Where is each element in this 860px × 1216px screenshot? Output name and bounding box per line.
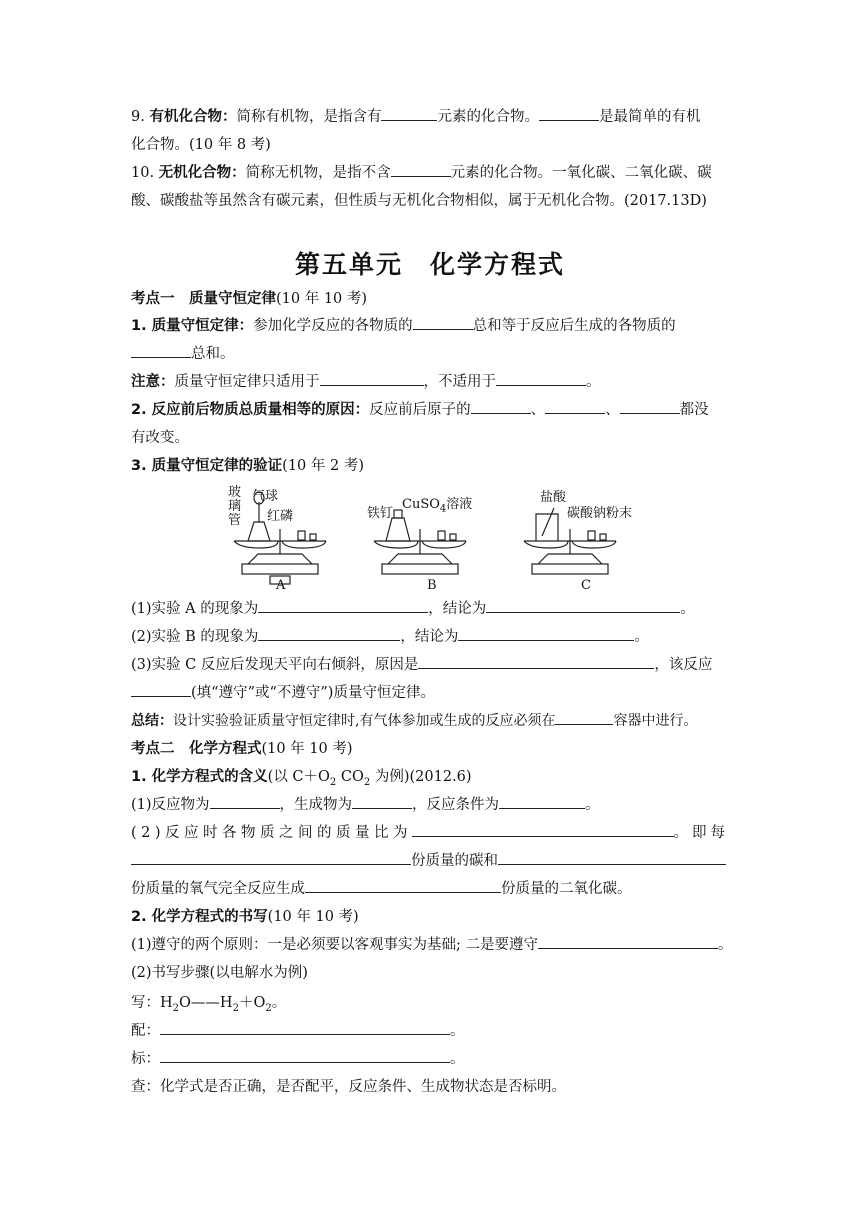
text: 元素的化合物。 [437, 109, 539, 125]
text: 2 [232, 1002, 239, 1014]
blank[interactable] [471, 399, 531, 414]
label-cuso4-solution [402, 493, 472, 515]
blank[interactable] [320, 371, 424, 386]
term-label: 总结： [131, 713, 173, 729]
text: CO [336, 769, 364, 785]
blank[interactable] [538, 934, 718, 949]
text: 反应前后原子的 [369, 402, 471, 418]
text: (1)反应物为 [131, 797, 210, 813]
kp2-heading [131, 738, 353, 760]
text: H [160, 995, 173, 1011]
q1-line [131, 598, 695, 620]
q3-line1 [131, 654, 712, 676]
q2-line [131, 626, 649, 648]
blank[interactable] [499, 794, 585, 809]
text: ，结论为 [400, 629, 459, 645]
text: (2)实验 B 的现象为 [131, 629, 259, 645]
text: CuSO [402, 497, 440, 512]
section-label: 考点二 化学方程式 [131, 741, 262, 757]
label-balloon: 气球 [252, 489, 279, 504]
blank[interactable] [555, 710, 613, 725]
blank[interactable] [539, 106, 599, 121]
item9-line1 [131, 106, 700, 128]
text: 。 [450, 1023, 465, 1039]
text: 璃 [228, 499, 242, 514]
text: 2 [363, 776, 371, 788]
e2a-line [131, 934, 733, 956]
term-label: 1. 化学方程式的含义 [131, 769, 268, 785]
e1a-line [131, 794, 600, 816]
p2-line2 [131, 427, 189, 449]
e2b-line [131, 962, 308, 984]
text: 化合物。(10 年 8 考) [131, 137, 271, 153]
note-line [131, 371, 601, 393]
label-hydrochloric-acid: 盐酸 [540, 490, 567, 505]
item10-line2 [131, 190, 707, 212]
blank[interactable] [412, 822, 673, 837]
label-sodium-carbonate: 碳酸钠粉末 [567, 506, 633, 521]
text: 简称无机物，是指不含 [245, 165, 391, 181]
caption-a: A [276, 578, 286, 593]
term-label: 有机化合物： [149, 109, 237, 125]
blank[interactable] [131, 682, 191, 697]
text: (10 年 10 考) [261, 741, 353, 757]
text: ，该反应 [654, 657, 713, 673]
blank[interactable] [391, 162, 451, 177]
e2-heading [131, 906, 359, 928]
text: (10 年 10 考) [276, 291, 368, 307]
text: 元素的化合物。一氧化碳、二氧化碳、碳 [450, 165, 712, 181]
blank[interactable] [458, 626, 634, 641]
blank[interactable] [381, 106, 437, 121]
text: 容器中进行。 [613, 713, 698, 729]
text: 。即每 [673, 825, 729, 841]
text: 酸、碳酸盐等虽然含有碳元素，但性质与无机化合物相似，属于无机化合物。(2017.13D) [131, 193, 707, 209]
text: (3)实验 C 反应后发现天平向右倾斜，原因是 [131, 657, 419, 673]
text: (以 C＋O [267, 769, 330, 785]
p2-line1 [131, 399, 709, 421]
blank[interactable] [305, 878, 501, 893]
text: (10 年 10 考) [267, 909, 359, 925]
step-label: 配： [131, 1023, 160, 1039]
step-label: 标： [131, 1051, 160, 1067]
text: (2)书写步骤(以电解水为例) [131, 965, 308, 981]
text: 份质量的碳和 [411, 853, 498, 869]
unit-title: 第五单元 化学方程式 [294, 250, 565, 279]
balance-step [131, 1020, 465, 1042]
e1b-line2 [131, 850, 726, 872]
blank[interactable] [160, 1020, 450, 1035]
text: 、 [605, 402, 620, 418]
text: 总和等于反应后生成的各物质的 [472, 318, 676, 334]
term-label: 注意： [131, 374, 175, 390]
term-label: 3. 质量守恒定律的验证 [131, 458, 283, 474]
text: 。 [718, 937, 733, 953]
text: 有改变。 [131, 430, 189, 446]
item-number: 9. [131, 109, 150, 125]
text: 设计实验验证质量守恒定律时,有气体参加或生成的反应必须在 [173, 713, 556, 729]
blank[interactable] [545, 399, 605, 414]
text: 份质量的二氧化碳。 [501, 881, 632, 897]
summary-line [131, 710, 697, 732]
text: 简称有机物，是指含有 [236, 109, 382, 125]
kp1-heading [131, 288, 367, 310]
text: 4 [439, 503, 447, 515]
term-label: 1. 质量守恒定律： [131, 318, 254, 334]
caption-c: C [581, 578, 591, 593]
text: (10 年 2 考) [282, 458, 364, 474]
text: 总和。 [191, 346, 235, 362]
text: (1)实验 A 的现象为 [131, 601, 259, 617]
q3-line2 [131, 682, 435, 704]
blank[interactable] [131, 343, 191, 358]
p1-line2 [131, 343, 235, 365]
step-label: 写： [131, 995, 160, 1011]
item10-line1 [131, 162, 712, 184]
text: 质量守恒定律只适用于 [174, 374, 320, 390]
text: 份质量的氧气完全反应生成 [131, 881, 305, 897]
blank[interactable] [131, 850, 411, 865]
blank[interactable] [352, 794, 412, 809]
blank[interactable] [160, 1048, 450, 1063]
item9-line2 [131, 134, 271, 156]
text: 。 [634, 629, 649, 645]
text: (1)遵守的两个原则：一是必须要以客观事实为基础; 二是要遵守 [131, 937, 539, 953]
label-red-phosphorus: 红磷 [267, 509, 294, 524]
text: 2 [265, 1002, 272, 1014]
text: 2 [329, 776, 337, 788]
mark-step [131, 1048, 465, 1070]
text: 溶液 [446, 497, 473, 512]
text: 、 [530, 402, 546, 418]
p3-heading [131, 455, 364, 477]
e1b-line1 [131, 822, 729, 844]
blank[interactable] [258, 626, 400, 641]
label-iron-nail: 铁钉 [367, 506, 394, 521]
text: O——H [179, 995, 233, 1011]
text: 玻 [228, 485, 242, 500]
blank[interactable] [486, 598, 680, 613]
blank[interactable] [418, 654, 654, 669]
text: 2 [172, 1002, 180, 1014]
text: 都没 [679, 402, 709, 418]
text: 为例)(2012.6) [370, 769, 472, 785]
e1b-line3 [131, 878, 632, 900]
blank[interactable] [496, 371, 586, 386]
text: ，不适用于 [423, 374, 496, 390]
text: 化学式是否正确，是否配平，反应条件、生成物状态是否标明。 [160, 1079, 566, 1095]
step-label: 查： [131, 1079, 160, 1095]
text: (填“遵守”或“不遵守”)质量守恒定律。 [191, 685, 435, 701]
text: ，生成物为 [279, 797, 353, 813]
text: ，结论为 [428, 601, 487, 617]
text: 。 [450, 1051, 465, 1067]
item-number: 10. [131, 165, 159, 181]
p1-line1 [131, 315, 676, 337]
text: ＋O [238, 995, 266, 1011]
write-step [131, 992, 286, 1020]
section-label: 考点一 质量守恒定律 [131, 291, 276, 307]
text: ，反应条件为 [412, 797, 500, 813]
blank[interactable] [258, 598, 428, 613]
text: 。 [680, 601, 695, 617]
text: 参加化学反应的各物质的 [253, 318, 413, 334]
blank[interactable] [498, 850, 726, 865]
e1-heading [131, 766, 472, 794]
term-label: 无机化合物： [158, 165, 246, 181]
text: 。 [271, 995, 287, 1011]
label-glass-tube [228, 486, 242, 528]
blank[interactable] [620, 399, 680, 414]
term-label: 2. 化学方程式的书写 [131, 909, 268, 925]
text: 是最简单的有机 [598, 109, 701, 125]
text: 管 [228, 513, 242, 528]
blank[interactable] [210, 794, 280, 809]
text: (2)反应时各物质之间的质量比为 [131, 825, 413, 841]
text: 。 [585, 797, 600, 813]
term-label: 2. 反应前后物质总质量相等的原因： [131, 402, 370, 418]
blank[interactable] [413, 315, 473, 330]
text: 。 [586, 374, 601, 390]
caption-b: B [427, 578, 437, 593]
check-step [131, 1076, 566, 1098]
